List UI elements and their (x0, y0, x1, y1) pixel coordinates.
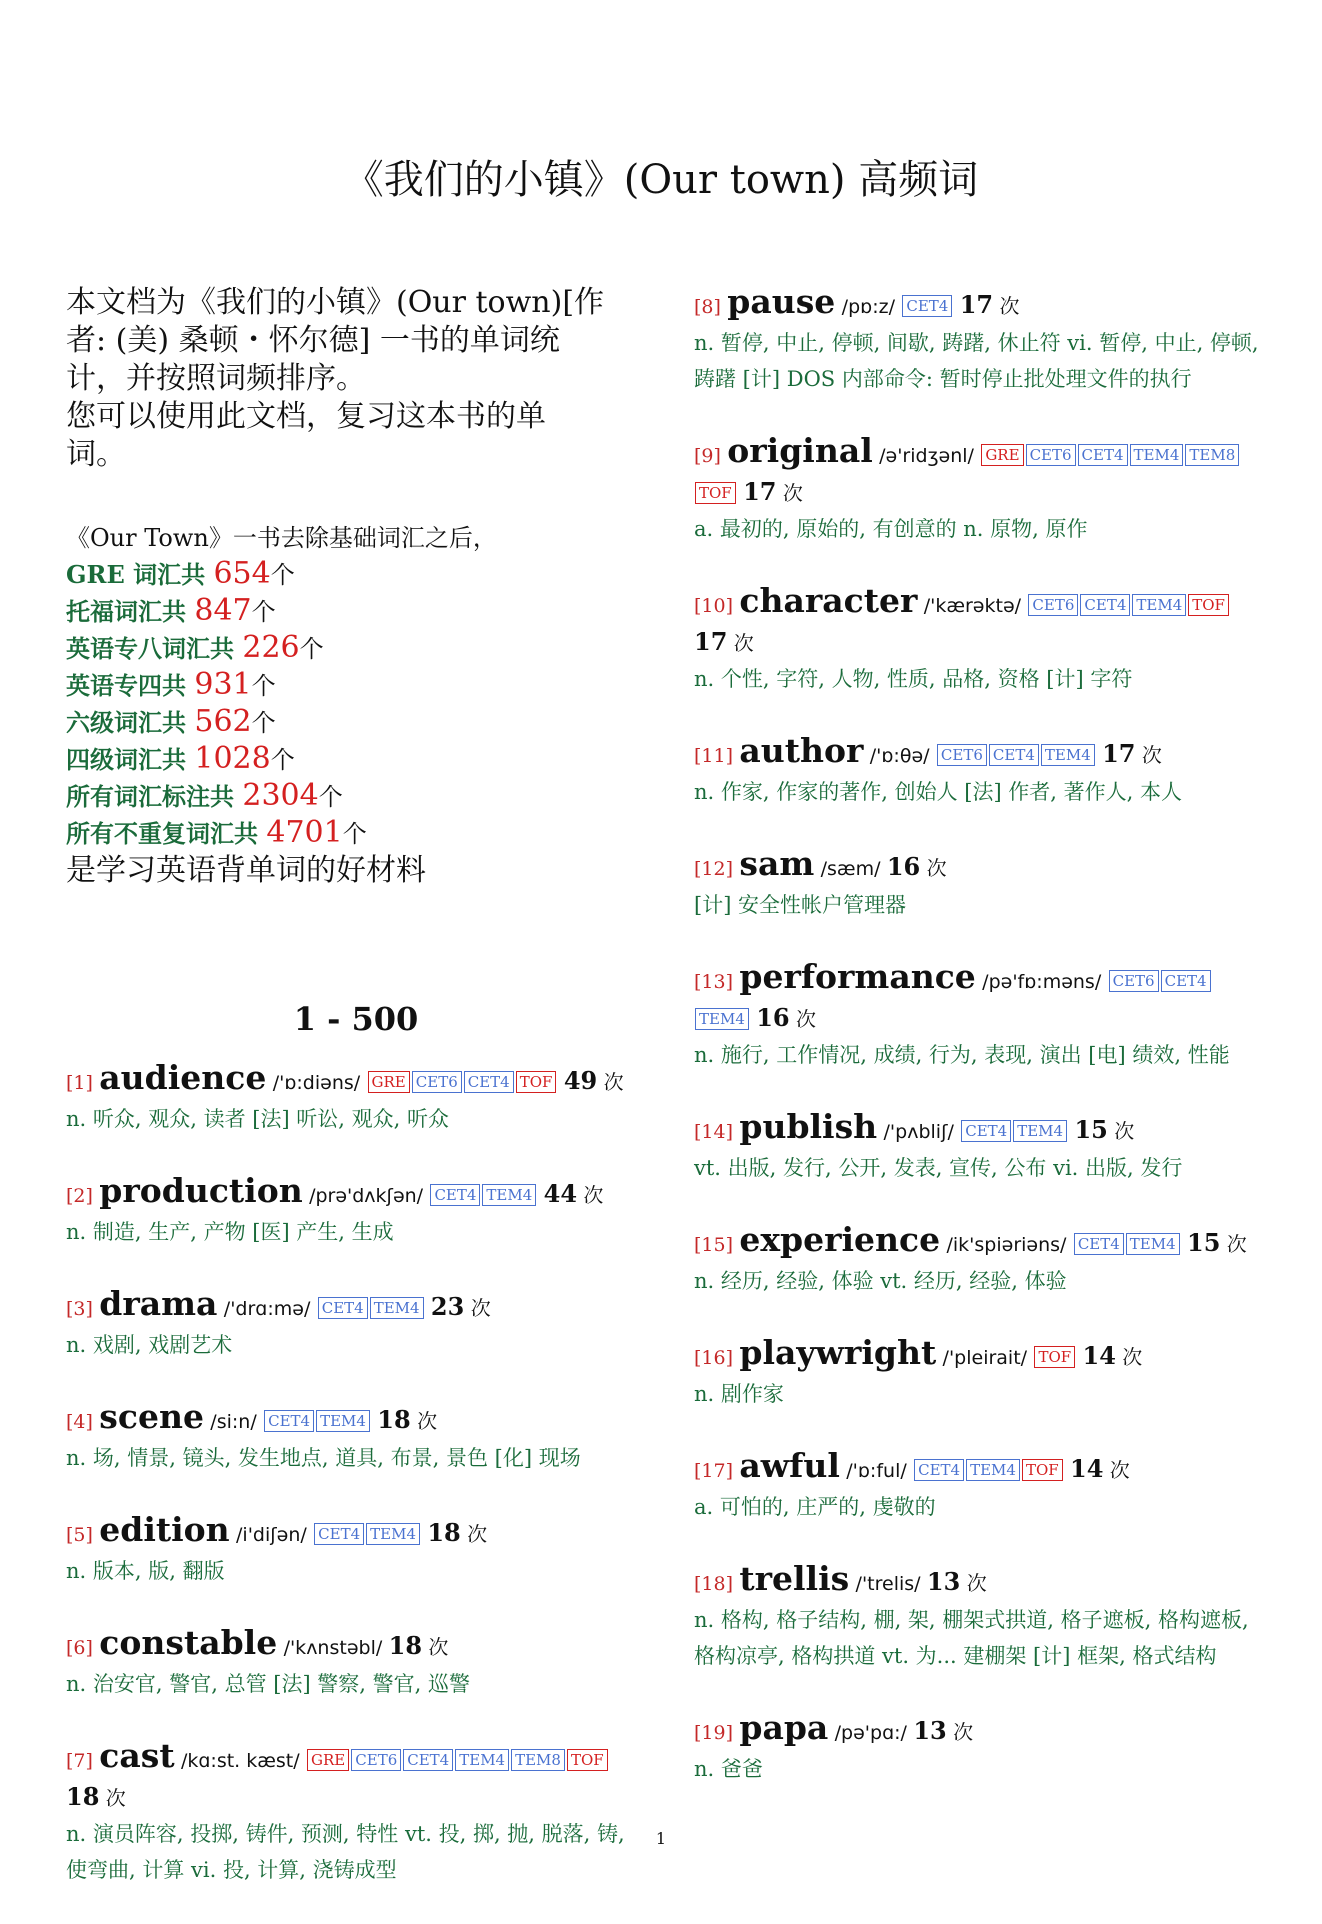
exam-tag-cet4: CET4 (403, 1749, 453, 1771)
entry-word: original (727, 431, 873, 470)
entry-number: [7] (66, 1750, 93, 1772)
entry-count: 14 (1082, 1341, 1116, 1370)
entry-definition: n. 经历, 经验, 体验 vt. 经历, 经验, 体验 (694, 1269, 1067, 1293)
stat-line (66, 815, 646, 852)
times-label: 次 (428, 1635, 449, 1659)
entry-count: 13 (926, 1567, 961, 1596)
stat-unit: 个 (342, 820, 367, 848)
times-label: 次 (953, 1720, 974, 1744)
right-column (694, 284, 1264, 1823)
entry-definition: [计] 安全性帐户管理器 (694, 893, 907, 917)
entry-number: [2] (66, 1185, 93, 1207)
entry-word: pause (727, 282, 836, 321)
entry-phonetic: /'trelis/ (855, 1573, 921, 1595)
exam-tag-tof: TOF (516, 1071, 557, 1093)
stat-unit: 个 (270, 561, 295, 589)
entry-number: [15] (694, 1234, 734, 1256)
entry-word: awful (739, 1446, 840, 1485)
exam-tag-cet6: CET6 (937, 744, 987, 766)
times-label: 次 (467, 1522, 488, 1546)
entry-phonetic: /ə'ridʒənl/ (879, 445, 974, 467)
exam-tag-cet4: CET4 (1078, 444, 1128, 466)
entry-number: [11] (694, 745, 734, 767)
intro-line: 者: (美) 桑顿・怀尔德] 一书的单词统 (66, 323, 560, 358)
entry-count: 18 (427, 1518, 461, 1547)
times-label: 次 (926, 856, 947, 880)
stat-line (66, 704, 646, 741)
entry-head (66, 1286, 646, 1327)
entry-definition: n. 戏剧, 戏剧艺术 (66, 1333, 233, 1357)
entry-count: 18 (66, 1782, 100, 1811)
exam-tag-tem8: TEM8 (511, 1749, 565, 1771)
entry-head (694, 1222, 1264, 1263)
entry-word: drama (99, 1284, 218, 1323)
entry-phonetic: /kɑ:st. kæst/ (180, 1750, 300, 1772)
stat-line (66, 630, 646, 667)
entry-number: [10] (694, 595, 734, 617)
stat-label: 所有词汇标注共 (66, 782, 243, 811)
stat-count: 847 (194, 593, 252, 628)
entry-definition: a. 可怕的, 庄严的, 虔敬的 (694, 1495, 936, 1519)
entry-word: character (739, 581, 918, 620)
entry-count: 13 (913, 1716, 947, 1745)
exam-tag-cet4: CET4 (318, 1297, 368, 1319)
entry-phonetic: /pə'fɒ:məns/ (982, 971, 1102, 993)
stat-count: 562 (194, 704, 252, 739)
entry-count: 18 (377, 1405, 411, 1434)
entry-head (66, 1512, 646, 1553)
stat-label: GRE 词汇共 (66, 560, 214, 589)
stat-label: 六级词汇共 (66, 708, 195, 737)
stat-unit: 个 (251, 672, 276, 700)
word-entry (694, 846, 1264, 923)
entry-number: [13] (694, 971, 734, 993)
entry-phonetic: /'ɒ:θə/ (869, 745, 930, 767)
entry-count: 15 (1074, 1115, 1108, 1144)
word-entry (694, 583, 1264, 697)
entry-phonetic: /'kærəktə/ (923, 595, 1022, 617)
exam-tag-tem4: TEM4 (1126, 1233, 1180, 1255)
stat-line (66, 778, 646, 815)
entry-definition: a. 最初的, 原始的, 有创意的 n. 原物, 原作 (694, 517, 1088, 541)
word-entry (694, 1335, 1264, 1412)
entry-count: 15 (1187, 1228, 1221, 1257)
word-entry (694, 1448, 1264, 1525)
entry-number: [17] (694, 1460, 734, 1482)
word-entry (66, 1625, 646, 1702)
exam-tag-tof: TOF (567, 1749, 608, 1771)
stat-count: 1028 (194, 741, 271, 776)
entry-word: audience (99, 1058, 267, 1097)
entry-head (694, 433, 1264, 511)
intro-line: 计，并按照词频排序。 (66, 361, 366, 396)
exam-tag-tem4: TEM4 (1013, 1120, 1067, 1142)
entry-phonetic: /'pʌbliʃ/ (883, 1121, 954, 1143)
exam-tag-tem4: TEM4 (482, 1184, 536, 1206)
entry-definition: n. 演员阵容, 投掷, 铸件, 预测, 特性 vt. 投, 掷, 抛, 脱落, 铸, 使弯曲, 计算 vi. 投, 计算, 浇铸成型 (66, 1822, 625, 1882)
entry-count: 17 (743, 477, 777, 506)
stat-unit: 个 (251, 709, 276, 737)
entry-phonetic: /'kʌnstəbl/ (283, 1637, 383, 1659)
stat-label: 英语专四共 (66, 671, 195, 700)
entry-word: experience (739, 1220, 941, 1259)
entry-head (66, 1060, 646, 1101)
entry-number: [8] (694, 296, 721, 318)
stat-label: 英语专八词汇共 (66, 634, 243, 663)
exam-tag-tof: TOF (1034, 1346, 1075, 1368)
exam-tag-cet4: CET4 (464, 1071, 514, 1093)
word-entry (694, 1109, 1264, 1186)
entry-head (694, 1109, 1264, 1150)
exam-tag-cet6: CET6 (412, 1071, 462, 1093)
entry-word: production (99, 1171, 303, 1210)
entry-head (694, 1335, 1264, 1376)
word-entry (66, 1286, 646, 1363)
entry-definition: n. 听众, 观众, 读者 [法] 听讼, 观众, 听众 (66, 1107, 450, 1131)
exam-tag-tof: TOF (695, 482, 736, 504)
stat-line (66, 741, 646, 778)
entry-number: [1] (66, 1072, 93, 1094)
entry-phonetic: /'ɒ:ful/ (846, 1460, 907, 1482)
word-entry (694, 733, 1264, 810)
times-label: 次 (1109, 1458, 1130, 1482)
exam-tag-cet4: CET4 (430, 1184, 480, 1206)
times-label: 次 (105, 1786, 126, 1810)
word-entry (694, 433, 1264, 547)
times-label: 次 (1114, 1119, 1135, 1143)
exam-tag-cet6: CET6 (351, 1749, 401, 1771)
times-label: 次 (1141, 743, 1162, 767)
exam-tag-cet6: CET6 (1028, 594, 1078, 616)
entry-head (694, 733, 1264, 774)
entry-count: 44 (543, 1179, 578, 1208)
entry-word: papa (739, 1708, 829, 1747)
stat-line (66, 667, 646, 704)
exam-tag-cet4: CET4 (264, 1410, 314, 1432)
stat-label: 托福词汇共 (66, 597, 195, 626)
exam-tag-cet6: CET6 (1026, 444, 1076, 466)
entry-count: 16 (756, 1003, 790, 1032)
stat-unit: 个 (299, 635, 324, 663)
entry-definition: n. 作家, 作家的著作, 创始人 [法] 作者, 著作人, 本人 (694, 780, 1183, 804)
entry-head (66, 1399, 646, 1440)
exam-tag-cet4: CET4 (1074, 1233, 1124, 1255)
entry-definition: n. 个性, 字符, 人物, 性质, 品格, 资格 [计] 字符 (694, 667, 1133, 691)
entry-number: [4] (66, 1411, 93, 1433)
entry-word: constable (99, 1623, 278, 1662)
entry-number: [14] (694, 1121, 734, 1143)
entry-word: scene (99, 1397, 204, 1436)
vocabulary-stats (66, 520, 646, 890)
entry-head (694, 959, 1264, 1037)
exam-tag-tem4: TEM4 (966, 1459, 1020, 1481)
entry-head (66, 1625, 646, 1666)
exam-tag-tem4: TEM4 (1132, 594, 1186, 616)
intro-line: 词。 (66, 437, 126, 472)
exam-tag-tem8: TEM8 (1185, 444, 1239, 466)
entry-number: [18] (694, 1573, 734, 1595)
entry-head (694, 846, 1264, 887)
entry-count: 49 (563, 1066, 598, 1095)
document-title: 《我们的小镇》(Our town) 高频词 (343, 157, 979, 203)
stats-heading: 《Our Town》一书去除基础词汇之后， (66, 524, 497, 552)
word-entry (66, 1173, 646, 1250)
word-entry (694, 284, 1264, 397)
exam-tag-cet4: CET4 (902, 295, 952, 317)
times-label: 次 (603, 1070, 624, 1094)
stat-line (66, 593, 646, 630)
times-label: 次 (782, 481, 803, 505)
page-number: 1 (655, 1829, 667, 1848)
stat-count: 654 (213, 556, 271, 591)
entry-count: 14 (1070, 1454, 1104, 1483)
exam-tag-cet4: CET4 (314, 1523, 364, 1545)
exam-tag-gre: GRE (981, 444, 1023, 466)
entry-count: 16 (886, 852, 921, 881)
exam-tag-cet6: CET6 (1109, 970, 1159, 992)
entry-word: edition (99, 1510, 230, 1549)
entry-definition: n. 暂停, 中止, 停顿, 间歇, 踌躇, 休止符 vi. 暂停, 中止, 停顿, 踌躇 [计] DOS 内部命令: 暂时停止批处理文件的执行 (694, 331, 1259, 391)
intro-paragraph (66, 284, 646, 474)
stat-unit: 个 (270, 746, 295, 774)
word-entry (66, 1738, 646, 1888)
entry-phonetic: /'drɑ:mə/ (223, 1298, 311, 1320)
entry-word: publish (739, 1107, 878, 1146)
exam-tag-cet4: CET4 (961, 1120, 1011, 1142)
entry-definition: n. 爸爸 (694, 1757, 763, 1781)
entry-phonetic: /'pleirait/ (942, 1347, 1028, 1369)
entry-definition: n. 版本, 版, 翻版 (66, 1559, 225, 1583)
exam-tag-cet4: CET4 (1080, 594, 1130, 616)
stat-count: 226 (242, 630, 300, 665)
exam-tag-tem4: TEM4 (366, 1523, 420, 1545)
stat-unit: 个 (318, 783, 343, 811)
times-label: 次 (733, 631, 754, 655)
stat-count: 931 (194, 667, 252, 702)
entry-number: [6] (66, 1637, 93, 1659)
word-entry (694, 1561, 1264, 1674)
times-label: 次 (999, 294, 1020, 318)
entry-head (694, 1710, 1264, 1751)
times-label: 次 (1122, 1345, 1143, 1369)
times-label: 次 (966, 1571, 987, 1595)
entry-count: 17 (694, 627, 728, 656)
entry-head (66, 1738, 646, 1816)
stat-count: 2304 (242, 778, 319, 813)
entry-definition: n. 施行, 工作情况, 成绩, 行为, 表现, 演出 [电] 绩效, 性能 (694, 1043, 1230, 1067)
entry-count: 18 (388, 1631, 423, 1660)
stat-label: 四级词汇共 (66, 745, 195, 774)
times-label: 次 (583, 1183, 604, 1207)
word-entry (66, 1512, 646, 1589)
word-entry (66, 1399, 646, 1476)
exam-tag-tem4: TEM4 (455, 1749, 509, 1771)
entry-phonetic: /ik'spiəriəns/ (946, 1234, 1067, 1256)
entry-count: 17 (959, 290, 994, 319)
entry-phonetic: /sæm/ (820, 858, 881, 880)
stat-line (66, 556, 646, 593)
times-label: 次 (795, 1007, 816, 1031)
stats-tail: 是学习英语背单词的好材料 (66, 853, 426, 888)
entry-phonetic: /pə'pɑ:/ (834, 1722, 907, 1744)
intro-line: 本文档为《我们的小镇》(Our town)[作 (66, 285, 605, 320)
entry-count: 17 (1102, 739, 1136, 768)
entry-word: cast (99, 1736, 175, 1775)
exam-tag-cet4: CET4 (989, 744, 1039, 766)
stat-unit: 个 (251, 598, 276, 626)
intro-line: 您可以使用此文档，复习这本书的单 (66, 399, 546, 434)
exam-tag-tof: TOF (1188, 594, 1229, 616)
times-label: 次 (417, 1409, 438, 1433)
entry-phonetic: /i'diʃən/ (236, 1524, 307, 1546)
entry-phonetic: /'ɒ:diəns/ (272, 1072, 361, 1094)
word-entry (694, 959, 1264, 1073)
entry-word: playwright (739, 1333, 937, 1372)
entry-number: [12] (694, 858, 734, 880)
left-column (66, 284, 646, 1924)
entry-number: [9] (694, 445, 721, 467)
entry-phonetic: /si:n/ (210, 1411, 257, 1433)
entry-phonetic: /prə'dʌkʃən/ (309, 1185, 424, 1207)
entry-word: trellis (739, 1559, 850, 1598)
entry-count: 23 (430, 1292, 465, 1321)
stat-count: 4701 (266, 815, 343, 850)
word-entry (694, 1222, 1264, 1299)
entry-phonetic: /pɒ:z/ (841, 296, 895, 318)
entry-head (66, 1173, 646, 1214)
word-list-right (694, 284, 1264, 1787)
exam-tag-gre: GRE (307, 1749, 349, 1771)
entry-number: [19] (694, 1722, 734, 1744)
times-label: 次 (470, 1296, 491, 1320)
word-entry (694, 1710, 1264, 1787)
entry-word: performance (739, 957, 976, 996)
entry-number: [16] (694, 1347, 734, 1369)
entry-definition: n. 场, 情景, 镜头, 发生地点, 道具, 布景, 景色 [化] 现场 (66, 1446, 581, 1470)
exam-tag-cet4: CET4 (914, 1459, 964, 1481)
exam-tag-tem4: TEM4 (695, 1008, 749, 1030)
entry-definition: n. 治安官, 警官, 总管 [法] 警察, 警官, 巡警 (66, 1672, 471, 1696)
entry-head (694, 583, 1264, 661)
entry-number: [3] (66, 1298, 93, 1320)
entry-head (694, 284, 1264, 325)
entry-definition: vt. 出版, 发行, 公开, 发表, 宣传, 公布 vi. 出版, 发行 (694, 1156, 1183, 1180)
exam-tag-tem4: TEM4 (1041, 744, 1095, 766)
exam-tag-tof: TOF (1022, 1459, 1063, 1481)
entry-definition: n. 格构, 格子结构, 棚, 架, 棚架式拱道, 格子遮板, 格构遮板, 格构凉亭, 格构拱道 vt. 为... 建棚架 [计] 框架, 格式结构 (694, 1608, 1249, 1668)
entry-head (694, 1561, 1264, 1602)
entry-word: author (739, 731, 864, 770)
entry-head (694, 1448, 1264, 1489)
entry-definition: n. 剧作家 (694, 1382, 784, 1406)
times-label: 次 (1226, 1232, 1247, 1256)
exam-tag-tem4: TEM4 (370, 1297, 424, 1319)
entry-word: sam (739, 844, 815, 883)
entry-definition: n. 制造, 生产, 产物 [医] 产生, 生成 (66, 1220, 394, 1244)
word-entry (66, 1060, 646, 1137)
stat-label: 所有不重复词汇共 (66, 819, 267, 848)
entry-number: [5] (66, 1524, 93, 1546)
exam-tag-tem4: TEM4 (1130, 444, 1184, 466)
range-heading: 1 - 500 (293, 1000, 419, 1038)
exam-tag-tem4: TEM4 (316, 1410, 370, 1432)
exam-tag-cet4: CET4 (1161, 970, 1211, 992)
exam-tag-gre: GRE (368, 1071, 410, 1093)
word-list-left (66, 1060, 646, 1888)
